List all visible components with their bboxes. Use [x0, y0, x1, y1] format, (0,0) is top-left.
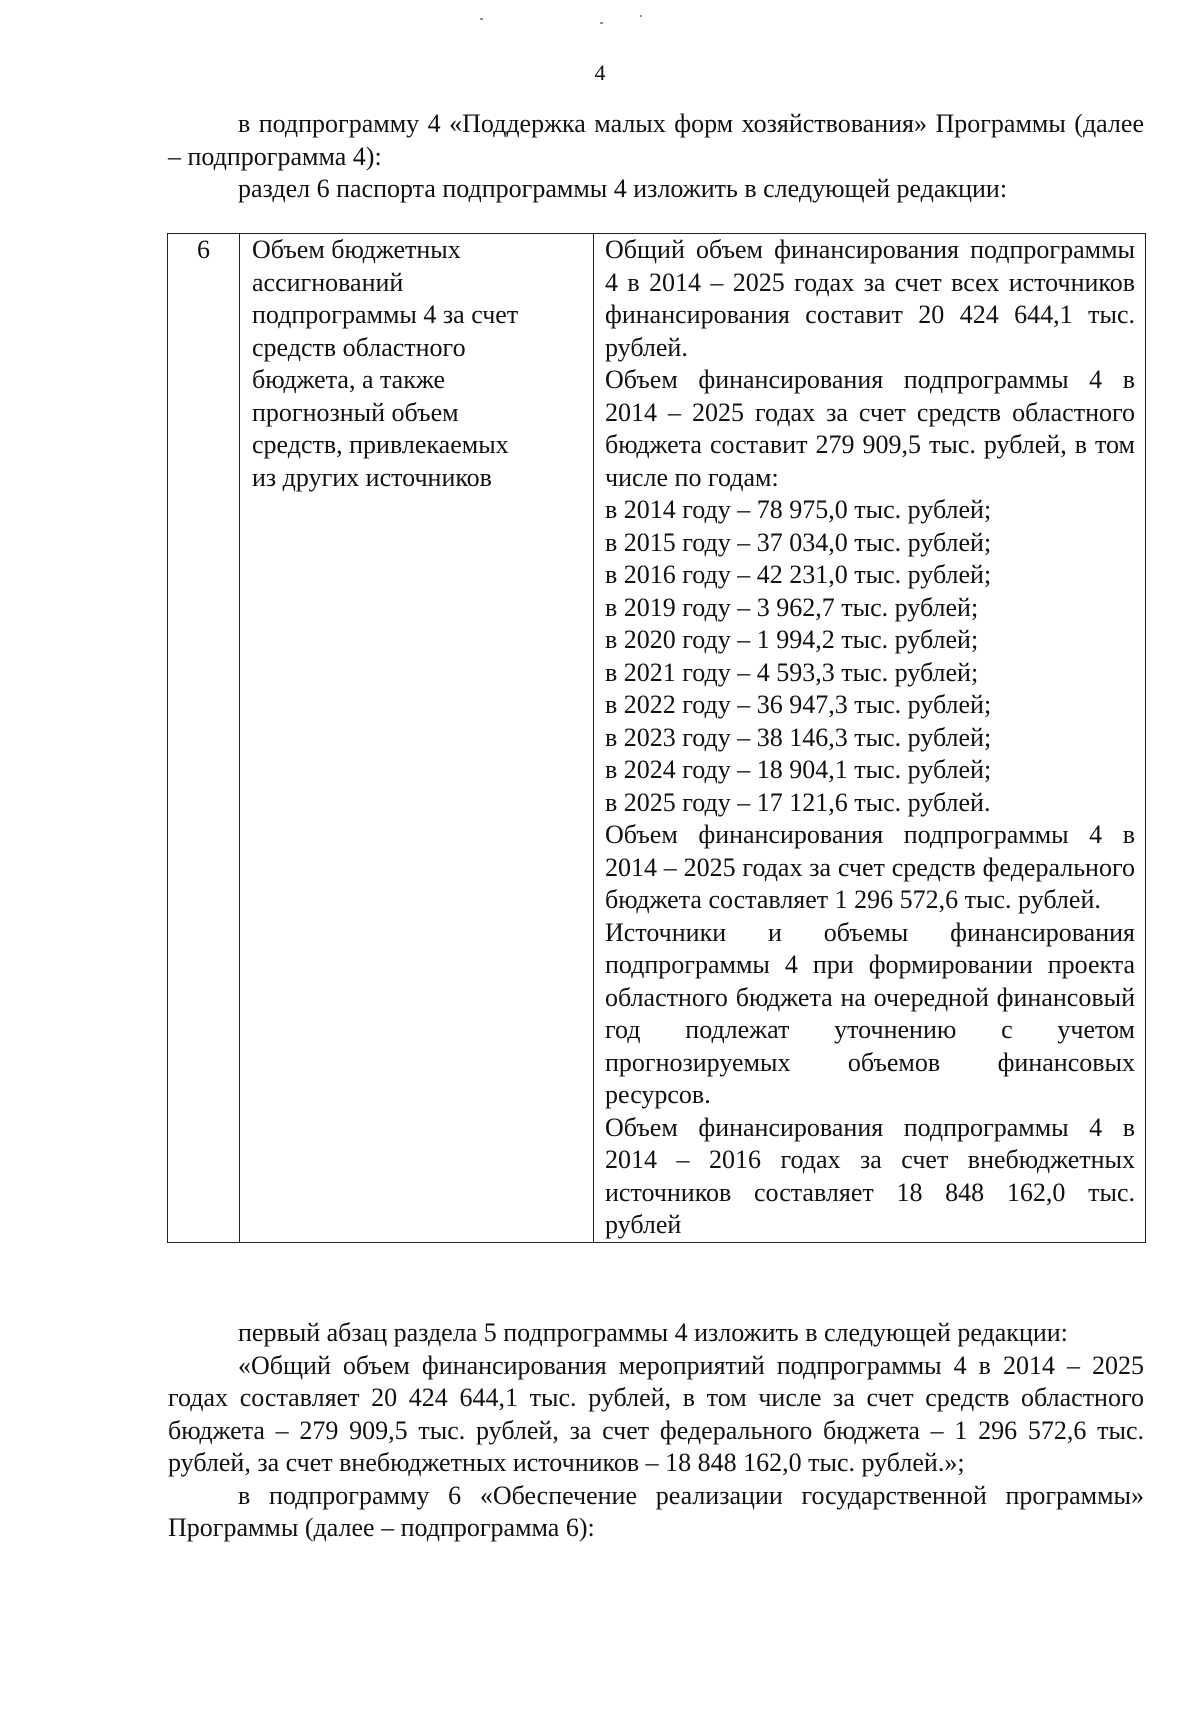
after-block [168, 1317, 1144, 1545]
year-amount: в 2023 году – 38 146,3 тыс. рублей; [605, 722, 992, 752]
scan-speck [480, 18, 483, 20]
federal-budget-text: Объем финансирования подпрограммы 4 в 2014 – 2025 годах за счет средств федерального бюджета составляет 1 296 572,6 тыс. рублей. [605, 820, 1135, 914]
name-line: бюджета, а также [252, 365, 445, 394]
name-line: Объем бюджетных [252, 235, 461, 264]
year-amount: в 2016 году – 42 231,0 тыс. рублей; [605, 560, 992, 589]
row-name-cell [240, 234, 594, 1243]
passport-table [167, 233, 1146, 1243]
page-number: 4 [594, 60, 606, 85]
name-line: прогнозный объем [252, 397, 459, 427]
table-row [168, 234, 1146, 1243]
year-amount: в 2020 году – 1 994,2 тыс. рублей; [605, 625, 979, 654]
year-amount: в 2019 году – 3 962,7 тыс. рублей; [605, 592, 979, 622]
extrabudget-text: Объем финансирования подпрограммы 4 в 2014 – 2016 годах за счет внебюджетных источников составляет 18 848 162,0 тыс. рублей [605, 1112, 1135, 1239]
name-line: из других источников [252, 462, 492, 492]
intro-paragraph: в подпрограмму 4 «Поддержка малых форм хозяйствования» Программы (далее – подпрограмма 4): [168, 109, 1144, 171]
name-line: ассигнований [252, 267, 404, 297]
year-amount: в 2014 году – 78 975,0 тыс. рублей; [605, 495, 992, 524]
sources-text: Источники и объемы финансирования подпрограммы 4 при формировании проекта областного бюджета на очередной финансовый год подлежат уточнению с учетом прогнозируемых объемов финансовых ресурсов. [605, 917, 1135, 1109]
total-financing-text: Общий объем финансирования подпрограммы 4 в 2014 – 2025 годах за счет всех источников финансирования составит 20 424 644,1 тыс. рублей. [605, 235, 1135, 362]
scan-speck [600, 22, 603, 24]
intro-paragraph: раздел 6 паспорта подпрограммы 4 изложить в следующей редакции: [238, 174, 1008, 203]
year-amount: в 2025 году – 17 121,6 тыс. рублей. [605, 787, 991, 817]
name-line: средств областного [252, 332, 466, 362]
year-amount: в 2024 году – 18 904,1 тыс. рублей; [605, 755, 992, 784]
year-amount: в 2021 году – 4 593,3 тыс. рублей; [605, 657, 979, 687]
year-amount: в 2022 году – 36 947,3 тыс. рублей; [605, 690, 992, 719]
name-line: средств, привлекаемых [252, 430, 509, 459]
after-paragraph: первый абзац раздела 5 подпрограммы 4 изложить в следующей редакции: [238, 1318, 1068, 1347]
intro-block [168, 108, 1144, 206]
name-line: подпрограммы 4 за счет [252, 300, 519, 329]
row-number-cell: 6 [168, 234, 240, 1243]
regional-budget-text: Объем финансирования подпрограммы 4 в 2014 – 2025 годах за счет средств областного бюджета составит 279 909,5 тыс. рублей, в том числе по годам: [605, 365, 1135, 492]
scan-speck [640, 15, 642, 17]
after-paragraph: в подпрограмму 6 «Обеспечение реализации государственной программы» Программы (далее – подпрограмма 6): [168, 1480, 1144, 1542]
year-amount: в 2015 году – 37 034,0 тыс. рублей; [605, 527, 992, 557]
after-paragraph: «Общий объем финансирования мероприятий подпрограммы 4 в 2014 – 2025 годах составляет 20 424 644,1 тыс. рублей, в том числе за счет средств областного бюджета – 279 909,5 тыс. рублей, за счет федерального бюджета – 1 296 572,6 тыс. рублей, за счет внебюджетных источников – 18 848 162,0 тыс. рублей.»; [168, 1350, 1144, 1477]
row-value-cell [594, 234, 1146, 1243]
